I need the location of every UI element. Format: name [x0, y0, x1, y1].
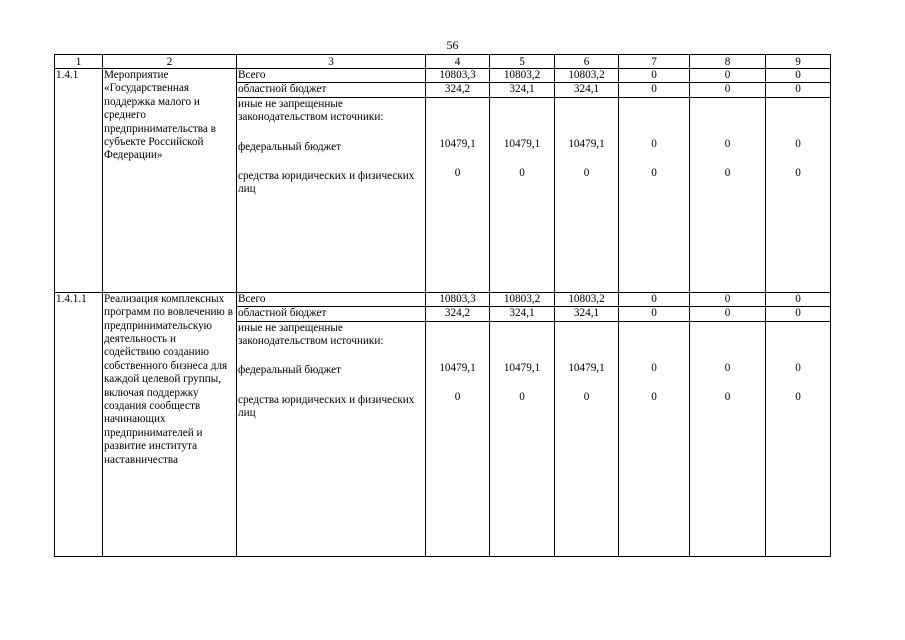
- source-label: средства юридических и физических лиц: [238, 393, 415, 420]
- table-header-row: [55, 55, 831, 69]
- table-row: [55, 292, 831, 306]
- value-cell: 324,1: [490, 83, 555, 97]
- value-cell: [766, 321, 831, 556]
- column-header: 8: [690, 55, 766, 69]
- source-label: областной бюджет: [237, 83, 426, 97]
- source-label: Всего: [237, 69, 426, 83]
- federal-value: 0: [651, 137, 657, 150]
- legal-value: 0: [454, 167, 461, 180]
- federal-value: 10479,1: [568, 361, 605, 374]
- federal-value: 0: [724, 361, 731, 374]
- value-cell: 0: [690, 292, 766, 306]
- item-name: Реализация комплексных программ по вовлечению в предпринимательскую деятельность и содействию созданию собственного бизнеса для каждой целевой группы, включая поддержку создания сообществ начинающих предпринимателей и развитие института наставничества: [103, 292, 237, 556]
- column-header: 5: [490, 55, 555, 69]
- value-cell: 10803,2: [555, 292, 619, 306]
- item-name: Мероприятие «Государственная поддержка малого и среднего предпринимательства в субъекте Российской Федерации»: [103, 69, 237, 293]
- source-label: средства юридических и физических лиц: [238, 170, 415, 196]
- value-cell: 10803,3: [426, 69, 490, 83]
- federal-value: 10479,1: [439, 361, 476, 374]
- column-header: 3: [237, 55, 426, 69]
- source-label: иные не запрещенные законодательством источники:: [238, 97, 384, 124]
- legal-value: 0: [519, 167, 525, 180]
- value-cell: 0: [690, 83, 766, 97]
- value-cell: 0: [766, 292, 831, 306]
- table-row: [55, 69, 831, 83]
- value-cell: [766, 97, 831, 292]
- legal-value: 0: [724, 167, 731, 180]
- column-header: 6: [555, 55, 619, 69]
- page-number: 56: [446, 38, 459, 52]
- legal-value: 0: [454, 391, 461, 404]
- value-cell: 0: [619, 292, 690, 306]
- value-cell: [490, 321, 555, 556]
- value-cell: [690, 97, 766, 292]
- value-cell: [490, 97, 555, 292]
- source-cell: [237, 321, 426, 556]
- column-header: 4: [426, 55, 490, 69]
- value-cell: 324,1: [490, 307, 555, 321]
- source-label: областной бюджет: [237, 307, 426, 321]
- source-cell: [237, 97, 426, 292]
- value-cell: 0: [766, 69, 831, 83]
- legal-value: 0: [795, 167, 801, 180]
- federal-value: 10479,1: [568, 137, 605, 150]
- item-code: 1.4.1.1: [55, 292, 103, 556]
- source-label: иные не запрещенные законодательством источники:: [238, 321, 384, 348]
- federal-value: 0: [651, 361, 657, 374]
- federal-value: 10479,1: [439, 137, 476, 150]
- budget-table: [54, 54, 831, 557]
- column-header: 2: [103, 55, 237, 69]
- legal-value: 0: [795, 391, 801, 404]
- legal-value: 0: [583, 391, 590, 404]
- column-header: 9: [766, 55, 831, 69]
- legal-value: 0: [583, 167, 590, 180]
- source-label: федеральный бюджет: [238, 364, 341, 377]
- value-cell: 0: [690, 307, 766, 321]
- value-cell: 10803,3: [426, 292, 490, 306]
- value-cell: 324,2: [426, 83, 490, 97]
- value-cell: [690, 321, 766, 556]
- value-cell: 324,1: [555, 83, 619, 97]
- value-cell: [555, 321, 619, 556]
- value-cell: 0: [619, 307, 690, 321]
- value-cell: 0: [619, 83, 690, 97]
- federal-value: 10479,1: [503, 137, 541, 150]
- column-header: 1: [55, 55, 103, 69]
- value-cell: [619, 321, 690, 556]
- value-cell: 0: [766, 307, 831, 321]
- legal-value: 0: [724, 391, 731, 404]
- value-cell: 0: [690, 69, 766, 83]
- value-cell: 0: [766, 83, 831, 97]
- federal-value: 10479,1: [503, 361, 541, 374]
- value-cell: [426, 321, 490, 556]
- value-cell: [555, 97, 619, 292]
- value-cell: 324,1: [555, 307, 619, 321]
- item-code: 1.4.1: [55, 69, 103, 293]
- legal-value: 0: [651, 167, 657, 180]
- federal-value: 0: [795, 137, 801, 150]
- value-cell: 324,2: [426, 307, 490, 321]
- source-label: Всего: [237, 292, 426, 306]
- column-header: 7: [619, 55, 690, 69]
- value-cell: [619, 97, 690, 292]
- legal-value: 0: [651, 391, 657, 404]
- value-cell: 10803,2: [555, 69, 619, 83]
- value-cell: 10803,2: [490, 69, 555, 83]
- source-label: федеральный бюджет: [238, 140, 341, 153]
- value-cell: 0: [619, 69, 690, 83]
- value-cell: 10803,2: [490, 292, 555, 306]
- value-cell: [426, 97, 490, 292]
- federal-value: 0: [795, 361, 801, 374]
- legal-value: 0: [519, 391, 525, 404]
- federal-value: 0: [724, 137, 731, 150]
